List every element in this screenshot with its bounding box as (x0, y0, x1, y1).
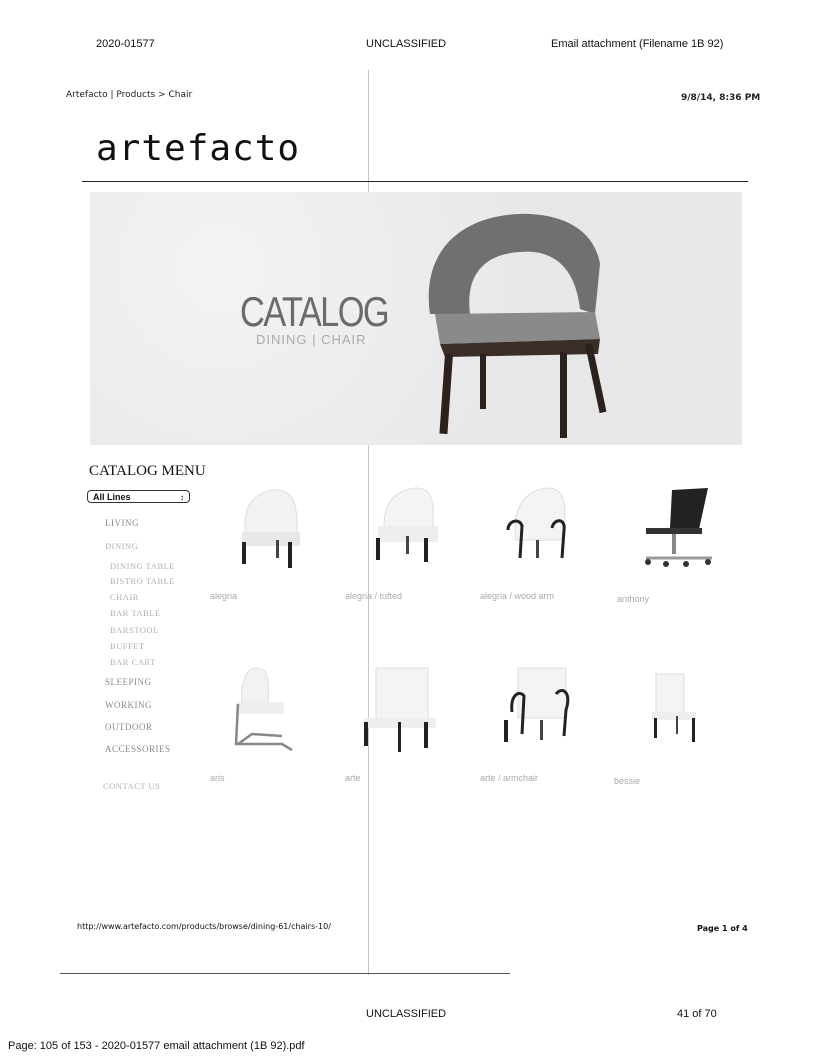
menu-item-barstool[interactable]: BARSTOOL (110, 625, 159, 635)
page-count: Page 1 of 4 (697, 924, 748, 933)
document-page-count: 41 of 70 (677, 1008, 717, 1020)
catalog-banner (90, 192, 742, 445)
menu-item-sleeping[interactable]: SLEEPING (105, 677, 152, 687)
menu-item-accessories[interactable]: ACCESSORIES (105, 744, 171, 754)
menu-item-bistro-table[interactable]: BISTRO TABLE (110, 576, 175, 586)
attachment-label: Email attachment (Filename 1B 92) (551, 38, 724, 50)
menu-item-contact-us[interactable]: CONTACT US (103, 781, 161, 791)
breadcrumb: Artefacto | Products > Chair (66, 90, 193, 100)
banner-subtitle: DINING | CHAIR (256, 332, 367, 347)
product-name[interactable]: alegria / tufted (345, 591, 403, 601)
doc-number: 2020-01577 (96, 38, 155, 50)
cantilever-chair-icon[interactable] (222, 664, 312, 754)
chair-icon[interactable] (358, 664, 448, 754)
armchair-icon[interactable] (496, 664, 586, 754)
product-name[interactable]: arte (345, 773, 361, 783)
menu-item-bar-table[interactable]: BAR TABLE (110, 608, 161, 618)
classification-footer: UNCLASSIFIED (366, 1008, 447, 1020)
product-name[interactable]: alegria / wood arm (480, 591, 555, 601)
product-name[interactable]: anthony (617, 594, 650, 604)
chair-icon[interactable] (634, 664, 724, 754)
menu-item-chair[interactable]: CHAIR (110, 592, 139, 602)
chair-icon[interactable] (366, 484, 456, 574)
product-name[interactable]: aris (210, 773, 225, 783)
product-name[interactable]: alegria (210, 591, 238, 601)
select-arrows-icon: ↕ (180, 493, 184, 502)
print-timestamp: 9/8/14, 8:36 PM (681, 93, 761, 103)
pdf-page-info: Page: 105 of 153 - 2020-01577 email attachment (1B 92).pdf (8, 1040, 305, 1052)
lines-select-value: All Lines (93, 492, 131, 502)
banner-title: CATALOG (240, 288, 388, 335)
header-rule (82, 181, 748, 182)
product-name[interactable]: bessie (614, 776, 641, 786)
bottom-rule (60, 973, 510, 974)
chair-photo (410, 204, 610, 445)
menu-item-dining-table[interactable]: DINING TABLE (110, 561, 175, 571)
menu-item-working[interactable]: WORKING (105, 700, 152, 710)
office-chair-icon[interactable] (636, 484, 726, 574)
menu-item-dining[interactable]: DINING (105, 541, 139, 551)
classification-header: UNCLASSIFIED (366, 38, 447, 50)
menu-item-living[interactable]: LIVING (105, 518, 139, 528)
lines-select[interactable] (87, 490, 190, 503)
menu-item-bar-cart[interactable]: BAR CART (110, 657, 156, 667)
product-name[interactable]: arte / armchair (480, 773, 539, 783)
menu-item-buffet[interactable]: BUFFET (110, 641, 145, 651)
chair-icon[interactable] (228, 484, 318, 574)
menu-item-outdoor[interactable]: OUTDOOR (105, 722, 153, 732)
page-url[interactable]: http://www.artefacto.com/products/browse/dining-61/chairs-10/ (77, 922, 331, 931)
catalog-menu-title: CATALOG MENU (89, 463, 206, 479)
armchair-icon[interactable] (498, 484, 588, 574)
site-logo[interactable]: artefacto (96, 128, 301, 169)
